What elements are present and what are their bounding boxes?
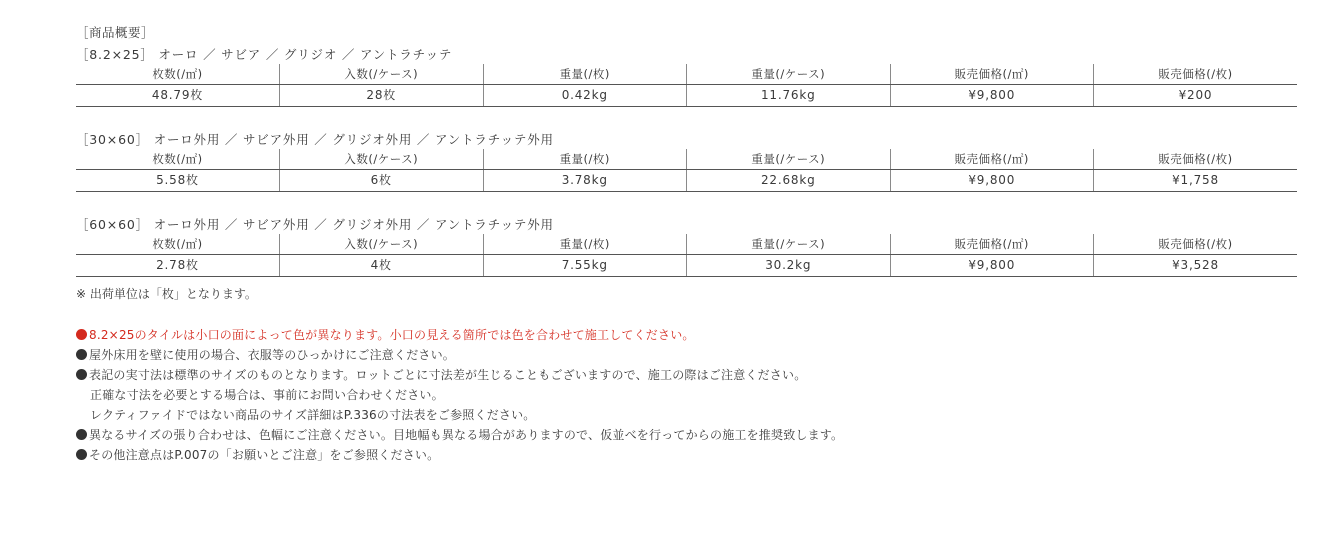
note-dimensions <box>76 365 1297 385</box>
table-header-row <box>76 64 1297 85</box>
bullet-icon <box>76 369 87 380</box>
product-overview <box>76 24 1297 465</box>
table-header-row <box>76 234 1297 255</box>
note-text: 屋外床用を壁に使用の場合、衣服等のひっかけにご注意ください。 <box>89 348 456 362</box>
header-price-per-piece: 販売価格(/枚) <box>1094 64 1298 85</box>
cell-price-per-sqm: ¥9,800 <box>890 170 1094 192</box>
note-text: その他注意点はP.007の「お願いとご注意」をご参照ください。 <box>89 448 440 462</box>
bullet-icon <box>76 429 87 440</box>
note-outdoor-floor <box>76 345 1297 365</box>
shipping-unit-note: ※ 出荷単位は「枚」となります。 <box>76 287 257 301</box>
header-price-per-sqm: 販売価格(/㎡) <box>890 234 1094 255</box>
cell-pieces-per-sqm: 2.78枚 <box>76 255 280 277</box>
note-dimensions-inquiry <box>76 385 1297 405</box>
header-pieces-per-sqm: 枚数(/㎡) <box>76 234 280 255</box>
note-warning-color <box>76 325 1297 345</box>
cell-price-per-piece: ¥200 <box>1094 85 1298 107</box>
header-weight-per-case: 重量(/ケース) <box>687 149 891 170</box>
header-price-per-piece: 販売価格(/枚) <box>1094 234 1298 255</box>
spec-title-8x25: ［8.2×25］ オーロ ／ サビア ／ グリジオ ／ アントラチッテ <box>76 47 453 62</box>
header-weight-per-piece: 重量(/枚) <box>483 64 687 85</box>
spec-table-60x60 <box>76 234 1297 277</box>
note-dimensions-reference <box>76 405 1297 425</box>
header-price-per-sqm: 販売価格(/㎡) <box>890 149 1094 170</box>
header-pieces-per-sqm: 枚数(/㎡) <box>76 64 280 85</box>
note-mixed-sizes <box>76 425 1297 445</box>
caution-notes <box>76 325 1297 465</box>
cell-weight-per-case: 11.76kg <box>687 85 891 107</box>
table-header-row <box>76 149 1297 170</box>
note-text: レクティファイドではない商品のサイズ詳細はP.336の寸法表をご参照ください。 <box>90 408 536 422</box>
header-pieces-per-case: 入数(/ケース) <box>280 234 484 255</box>
cell-pieces-per-sqm: 5.58枚 <box>76 170 280 192</box>
header-price-per-sqm: 販売価格(/㎡) <box>890 64 1094 85</box>
table-row <box>76 170 1297 192</box>
cell-pieces-per-case: 6枚 <box>280 170 484 192</box>
header-weight-per-piece: 重量(/枚) <box>483 234 687 255</box>
cell-weight-per-piece: 0.42kg <box>483 85 687 107</box>
note-text: 異なるサイズの張り合わせは、色幅にご注意ください。目地幅も異なる場合がありますので、仮並べを行ってからの施工を推奨致します。 <box>89 428 844 442</box>
cell-weight-per-piece: 7.55kg <box>483 255 687 277</box>
cell-price-per-sqm: ¥9,800 <box>890 255 1094 277</box>
spec-table-8x25 <box>76 64 1297 107</box>
header-price-per-piece: 販売価格(/枚) <box>1094 149 1298 170</box>
spec-table-30x60 <box>76 149 1297 192</box>
cell-weight-per-piece: 3.78kg <box>483 170 687 192</box>
cell-price-per-sqm: ¥9,800 <box>890 85 1094 107</box>
section-label: ［商品概要］ <box>76 25 155 40</box>
table-row <box>76 255 1297 277</box>
cell-weight-per-case: 22.68kg <box>687 170 891 192</box>
cell-pieces-per-sqm: 48.79枚 <box>76 85 280 107</box>
note-text: 8.2×25のタイルは小口の面によって色が異なります。小口の見える箇所では色を合わせて施工してください。 <box>89 328 695 342</box>
cell-price-per-piece: ¥3,528 <box>1094 255 1298 277</box>
note-text: 正確な寸法を必要とする場合は、事前にお問い合わせください。 <box>90 388 444 402</box>
note-text: 表記の実寸法は標準のサイズのものとなります。ロットごとに寸法差が生じることもございますので、施工の際はご注意ください。 <box>89 368 807 382</box>
spec-title-30x60: ［30×60］ オーロ外用 ／ サビア外用 ／ グリジオ外用 ／ アントラチッテ外用 <box>76 132 554 147</box>
red-bullet-icon <box>76 329 87 340</box>
bullet-icon <box>76 349 87 360</box>
header-pieces-per-sqm: 枚数(/㎡) <box>76 149 280 170</box>
header-weight-per-piece: 重量(/枚) <box>483 149 687 170</box>
header-pieces-per-case: 入数(/ケース) <box>280 64 484 85</box>
cell-price-per-piece: ¥1,758 <box>1094 170 1298 192</box>
header-weight-per-case: 重量(/ケース) <box>687 64 891 85</box>
spec-title-60x60: ［60×60］ オーロ外用 ／ サビア外用 ／ グリジオ外用 ／ アントラチッテ外用 <box>76 217 554 232</box>
bullet-icon <box>76 449 87 460</box>
header-pieces-per-case: 入数(/ケース) <box>280 149 484 170</box>
table-row <box>76 85 1297 107</box>
header-weight-per-case: 重量(/ケース) <box>687 234 891 255</box>
note-other-cautions <box>76 445 1297 465</box>
cell-weight-per-case: 30.2kg <box>687 255 891 277</box>
cell-pieces-per-case: 28枚 <box>280 85 484 107</box>
cell-pieces-per-case: 4枚 <box>280 255 484 277</box>
